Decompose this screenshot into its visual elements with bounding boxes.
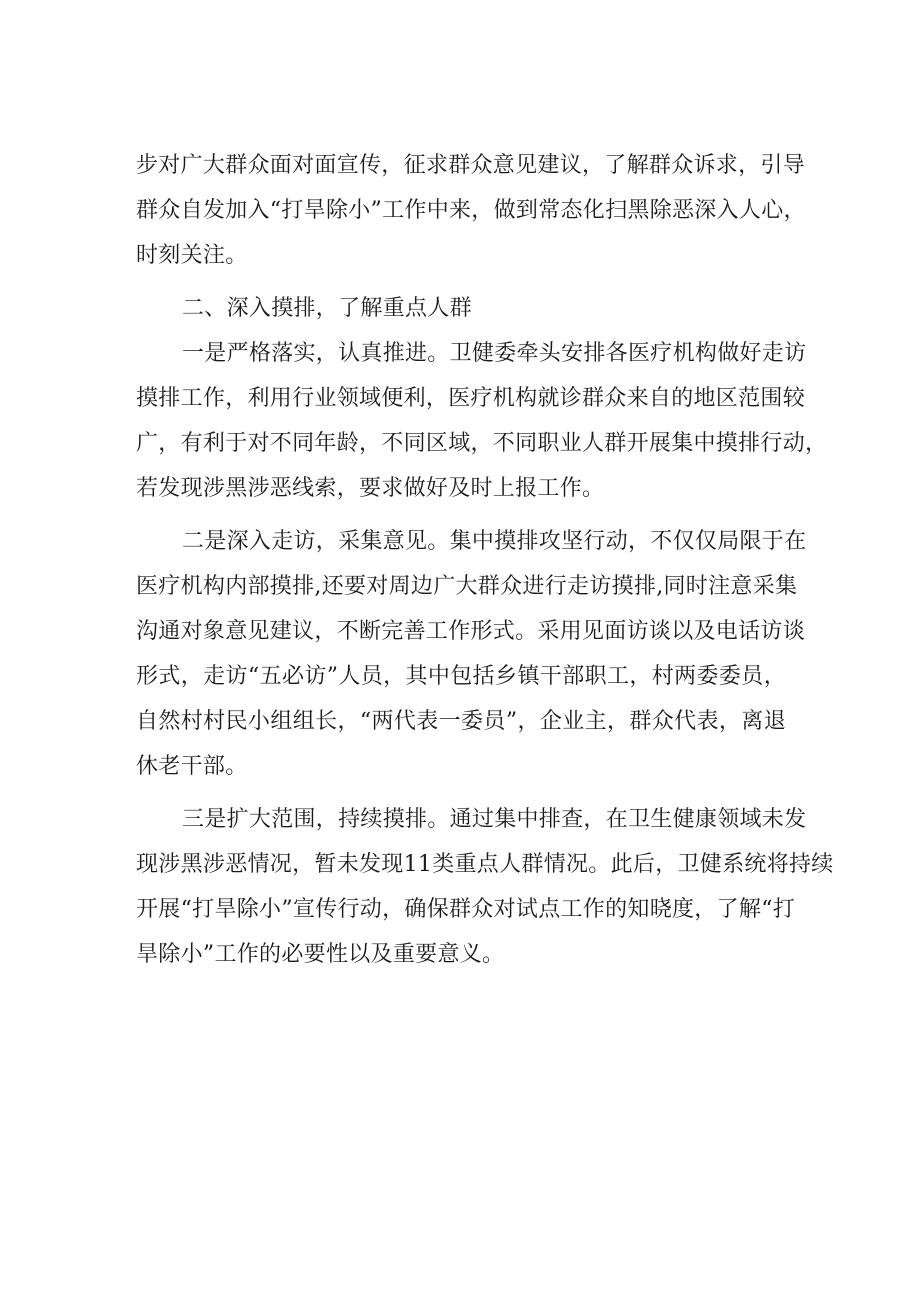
- paragraph-intro: [136, 143, 806, 278]
- text-line: 休老干部。: [136, 754, 248, 779]
- paragraph-spacer: [136, 789, 786, 797]
- text-line: 群众自发加入“打旱除小”工作中来，做到常态化扫黑除恶深入人心，: [136, 198, 806, 223]
- text-line: 开展“打旱除小”宣传行动，确保群众对试点工作的知晓度，了解“打: [136, 897, 796, 922]
- text-line: 时刻关注。: [136, 243, 248, 268]
- text-line: 二是深入走访，采集意见。集中摸排攻坚行动，不仅仅局限于在: [182, 529, 807, 554]
- paragraph-spacer: [136, 511, 786, 519]
- text-line: 现涉黑涉恶情况，暂未发现11类重点人群情况。此后，卫健系统将持续: [136, 852, 834, 877]
- text-line: 若发现涉黑涉恶线索，要求做好及时上报工作。: [136, 476, 605, 501]
- text-line: 医疗机构内部摸排,还要对周边广大群众进行走访摸排,同时注意采集: [136, 574, 798, 599]
- section-heading: [136, 286, 786, 331]
- paragraph-item-2: [136, 519, 807, 789]
- text-line: 一是严格落实，认真推进。卫健委牵头安排各医疗机构做好走访: [182, 341, 807, 366]
- heading-text: 二、深入摸排，了解重点人群: [182, 296, 472, 321]
- document-body: [136, 143, 834, 977]
- paragraph-item-3: [136, 797, 834, 977]
- paragraph-spacer: [136, 278, 786, 286]
- text-line: 旱除小”工作的必要性以及重要意义。: [136, 942, 505, 967]
- text-line: 步对广大群众面对面宣传，征求群众意见建议，了解群众诉求，引导: [136, 153, 806, 178]
- text-line: 自然村村民小组组长，“两代表一委员”，企业主，群众代表，离退: [136, 709, 786, 734]
- text-line: 形式，走访“五必访”人员，其中包括乡镇干部职工，村两委委员，: [136, 664, 786, 689]
- text-line: 广，有利于对不同年龄，不同区域，不同职业人群开展集中摸排行动，: [136, 431, 828, 456]
- paragraph-item-1: [136, 331, 828, 511]
- text-line: 沟通对象意见建议，不断完善工作形式。采用见面访谈以及电话访谈: [136, 619, 806, 644]
- text-line: 摸排工作，利用行业领域便利，医疗机构就诊群众来自的地区范围较: [136, 386, 806, 411]
- text-line: 三是扩大范围，持续摸排。通过集中排查，在卫生健康领域未发: [182, 807, 807, 832]
